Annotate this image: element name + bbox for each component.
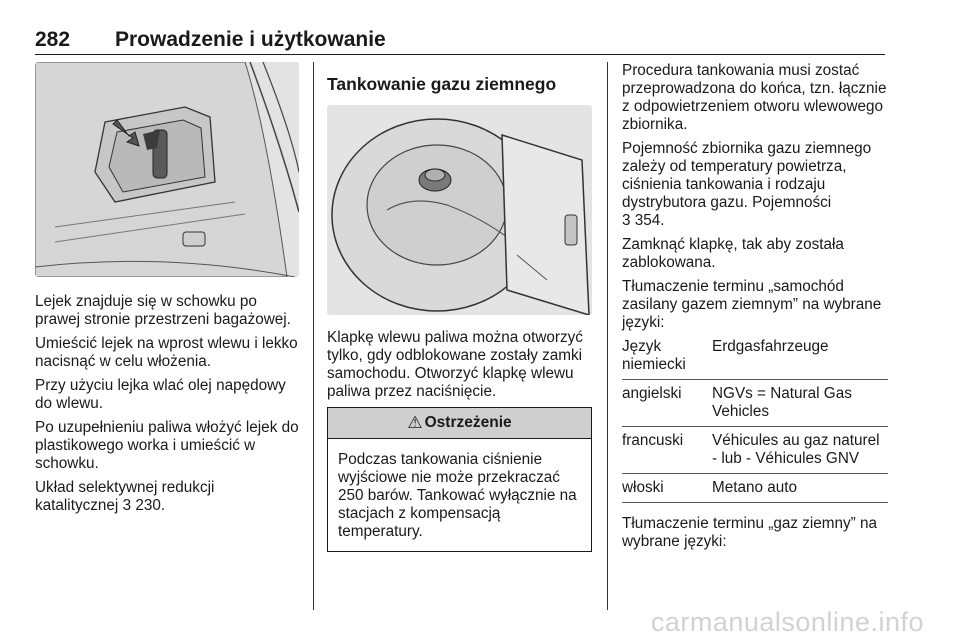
table-row bbox=[622, 474, 888, 503]
fuel-flap-drawing bbox=[327, 105, 592, 315]
watermark: carmanualsonline.info bbox=[650, 607, 924, 637]
warning-text: Podczas tankowania ciśnienie wyjściowe nie może przekraczać 250 barów. Tankować wyłącznie na stacjach z kompensacją temperatury. bbox=[338, 451, 577, 540]
page-reference-link[interactable]: 230. bbox=[135, 497, 166, 514]
column-right bbox=[622, 62, 888, 557]
language-cell: angielski bbox=[622, 385, 682, 402]
term-cell: Metano auto bbox=[712, 479, 798, 496]
paragraph: Umieścić lejek na wprost wlewu i lekko nacisnąć w celu włożenia. bbox=[35, 335, 298, 370]
page-header bbox=[35, 20, 885, 50]
paragraph: Przy użyciu lejka wlać olej napędowy do wlewu. bbox=[35, 377, 286, 412]
warning-triangle-icon: ⚠ bbox=[407, 413, 423, 432]
warning-header bbox=[328, 408, 591, 439]
warning-box bbox=[327, 407, 592, 552]
column-divider bbox=[313, 62, 314, 610]
language-cell: włoski bbox=[622, 479, 664, 496]
fuel-filler-illustration bbox=[327, 105, 592, 315]
cross-reference-paragraph bbox=[35, 479, 299, 515]
term-cell: Véhicules au gaz naturel - lub - Véhicules GNV bbox=[712, 432, 880, 467]
trunk-storage-illustration bbox=[35, 62, 299, 277]
translation-table bbox=[622, 338, 888, 503]
trunk-compartment-drawing bbox=[35, 62, 299, 277]
column-left bbox=[35, 62, 299, 521]
chapter-title: Prowadzenie i użytkowanie bbox=[115, 28, 386, 51]
page-number: 282 bbox=[35, 28, 71, 51]
page-ref-arrow-icon: 3 bbox=[622, 212, 631, 229]
language-cell: francuski bbox=[622, 432, 684, 449]
paragraph: Lejek znajduje się w schowku po prawej stronie przestrzeni bagażowej. bbox=[35, 293, 291, 328]
table-row bbox=[622, 427, 888, 474]
page-ref-arrow-icon: 3 bbox=[122, 497, 132, 514]
section-title: Tankowanie gazu ziemnego bbox=[327, 74, 557, 94]
paragraph: Klapkę wlewu paliwa można otworzyć tylko, gdy odblokowane zostały zamki samochodu. Otworzyć klapkę wlewu paliwa przez naciśnięcie. bbox=[327, 329, 583, 400]
term-cell: NGVs = Natural Gas Vehicles bbox=[712, 385, 852, 420]
table-row bbox=[622, 380, 888, 427]
paragraph: Tłumaczenie terminu „gaz ziemny” na wybrane języki: bbox=[622, 515, 878, 550]
paragraph: Zamknąć klapkę, tak aby została zablokowana. bbox=[622, 236, 844, 271]
column-divider bbox=[607, 62, 608, 610]
warning-body bbox=[328, 439, 591, 551]
header-rule bbox=[35, 54, 885, 55]
paragraph: Procedura tankowania musi zostać przeprowadzona do końca, tzn. łącznie z odpowietrzeniem otworu wlewowego zbiornika. bbox=[622, 62, 887, 133]
table-row bbox=[622, 338, 888, 380]
warning-title: Ostrzeżenie bbox=[424, 414, 512, 431]
term-cell: Erdgasfahrzeuge bbox=[712, 338, 829, 355]
language-cell: Język niemiecki bbox=[622, 338, 686, 373]
paragraph: Tłumaczenie terminu „samochód zasilany gazem ziemnym” na wybrane języki: bbox=[622, 278, 882, 331]
column-middle bbox=[327, 62, 592, 552]
paragraph-text: Pojemność zbiornika gazu ziemnego zależy od temperatury powietrza, ciśnienia tankowania i rodzaju dystrybutora gazu. Pojemności bbox=[622, 140, 872, 211]
paragraph-text: Układ selektywnej redukcji katalitycznej bbox=[35, 479, 215, 514]
cross-reference-paragraph bbox=[622, 140, 888, 230]
paragraph: Po uzupełnieniu paliwa włożyć lejek do plastikowego worka i umieścić w schowku. bbox=[35, 419, 299, 472]
page-reference-link[interactable]: 354. bbox=[634, 212, 665, 229]
